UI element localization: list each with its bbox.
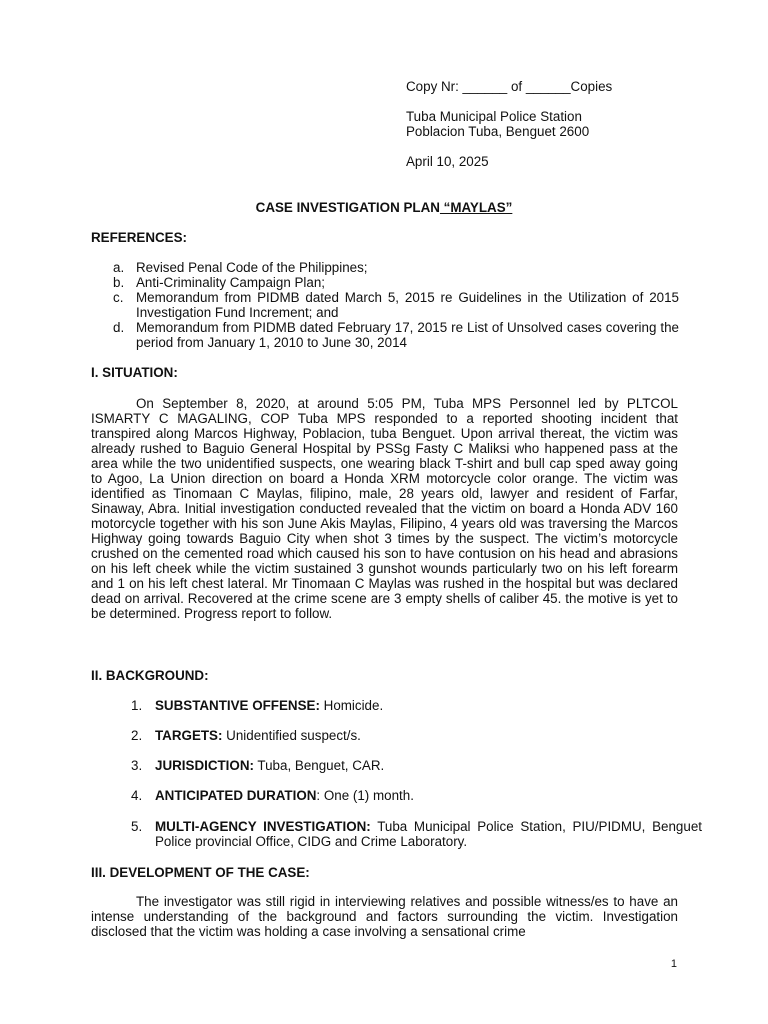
station-address: Poblacion Tuba, Benguet 2600	[406, 124, 590, 139]
background-heading: II. BACKGROUND:	[91, 668, 209, 683]
development-heading: III. DEVELOPMENT OF THE CASE:	[91, 865, 310, 880]
development-text: The investigator was still rigid in interviewing relatives and possible witness/es to have an intense understanding of the background and factors surrounding the victim. Investigation disclosed that the victim was holding a case involving a sensational crime	[91, 894, 678, 939]
list-item-substantive-offense: 1. SUBSTANTIVE OFFENSE: Homicide.	[131, 698, 384, 713]
copy-number-line: Copy Nr: ______ of ______Copies	[406, 79, 613, 94]
page-number: 1	[670, 958, 677, 970]
references-list	[91, 260, 679, 350]
list-item-multi-agency: 5. MULTI-AGENCY INVESTIGATION: Tuba Municipal Police Station, PIU/PIDMU, Benguet Police provincial Office, CIDG and Crime Laboratory.	[131, 819, 702, 849]
document-date: April 10, 2025	[406, 154, 489, 169]
list-item-targets: 2. TARGETS: Unidentified suspect/s.	[131, 728, 361, 743]
list-item: a. Revised Penal Code of the Philippines;	[113, 260, 368, 275]
list-item-anticipated-duration: 4. ANTICIPATED DURATION: One (1) month.	[131, 788, 414, 803]
document-header	[406, 79, 736, 94]
title-prefix: CASE INVESTIGATION PLAN	[255, 200, 440, 215]
list-item: c. Memorandum from PIDMB dated March 5, 2015 re Guidelines in the Utilization of 2015 Investigation Fund Increment; and	[113, 290, 679, 320]
list-item: d. Memorandum from PIDMB dated February 17, 2015 re List of Unsolved cases covering the period from January 1, 2010 to June 30, 2014	[113, 320, 679, 350]
document-title	[0, 200, 768, 215]
situation-text: On September 8, 2020, at around 5:05 PM, Tuba MPS Personnel led by PLTCOL ISMARTY C MAGALING, COP Tuba MPS responded to a reported shooting incident that transpired along Marcos Highway, Poblacion, tuba Benguet. Upon arrival thereat, the victim was already rushed to Baguio General Hospital by PSSg Fasty C Maliksi who happened pass at the area while the two unidentified suspects, one wearing black T-shirt and bull cap sped away going to Agoo, La Union direction on board a Honda XRM motorcycle color orange. The victim was identified as Tinomaan C Maylas, filipino, male, 28 years old, lawyer and resident of Farfar, Sinaway, Abra. Initial investigation conducted revealed that the victim on board a Honda ADV 160 motorcycle together with his son June Akis Maylas, Filipino, 4 years old was traversing the Marcos Highway going towards Baguio City when shot 3 times by the suspect. The victim’s motorcycle crushed on the cemented road which caused his son to have contusion on his head and abrasions on his left cheek while the victim sustained 3 gunshot wounds particularly two on his left forearm and 1 on his left chest lateral. Mr Tinomaan C Maylas was rushed in the hospital but was declared dead on arrival. Recovered at the crime scene are 3 empty shells of caliber 45. the motive is yet to be determined. Progress report to follow.	[91, 396, 678, 621]
date-block	[406, 154, 736, 169]
station-block	[406, 109, 736, 139]
list-item: b. Anti-Criminality Campaign Plan;	[113, 275, 326, 290]
station-name: Tuba Municipal Police Station	[406, 109, 582, 124]
situation-heading: I. SITUATION:	[91, 365, 178, 380]
title-case-name: “MAYLAS”	[439, 200, 513, 215]
references-heading: REFERENCES:	[91, 230, 187, 245]
list-item-jurisdiction: 3. JURISDICTION: Tuba, Benguet, CAR.	[131, 758, 385, 773]
